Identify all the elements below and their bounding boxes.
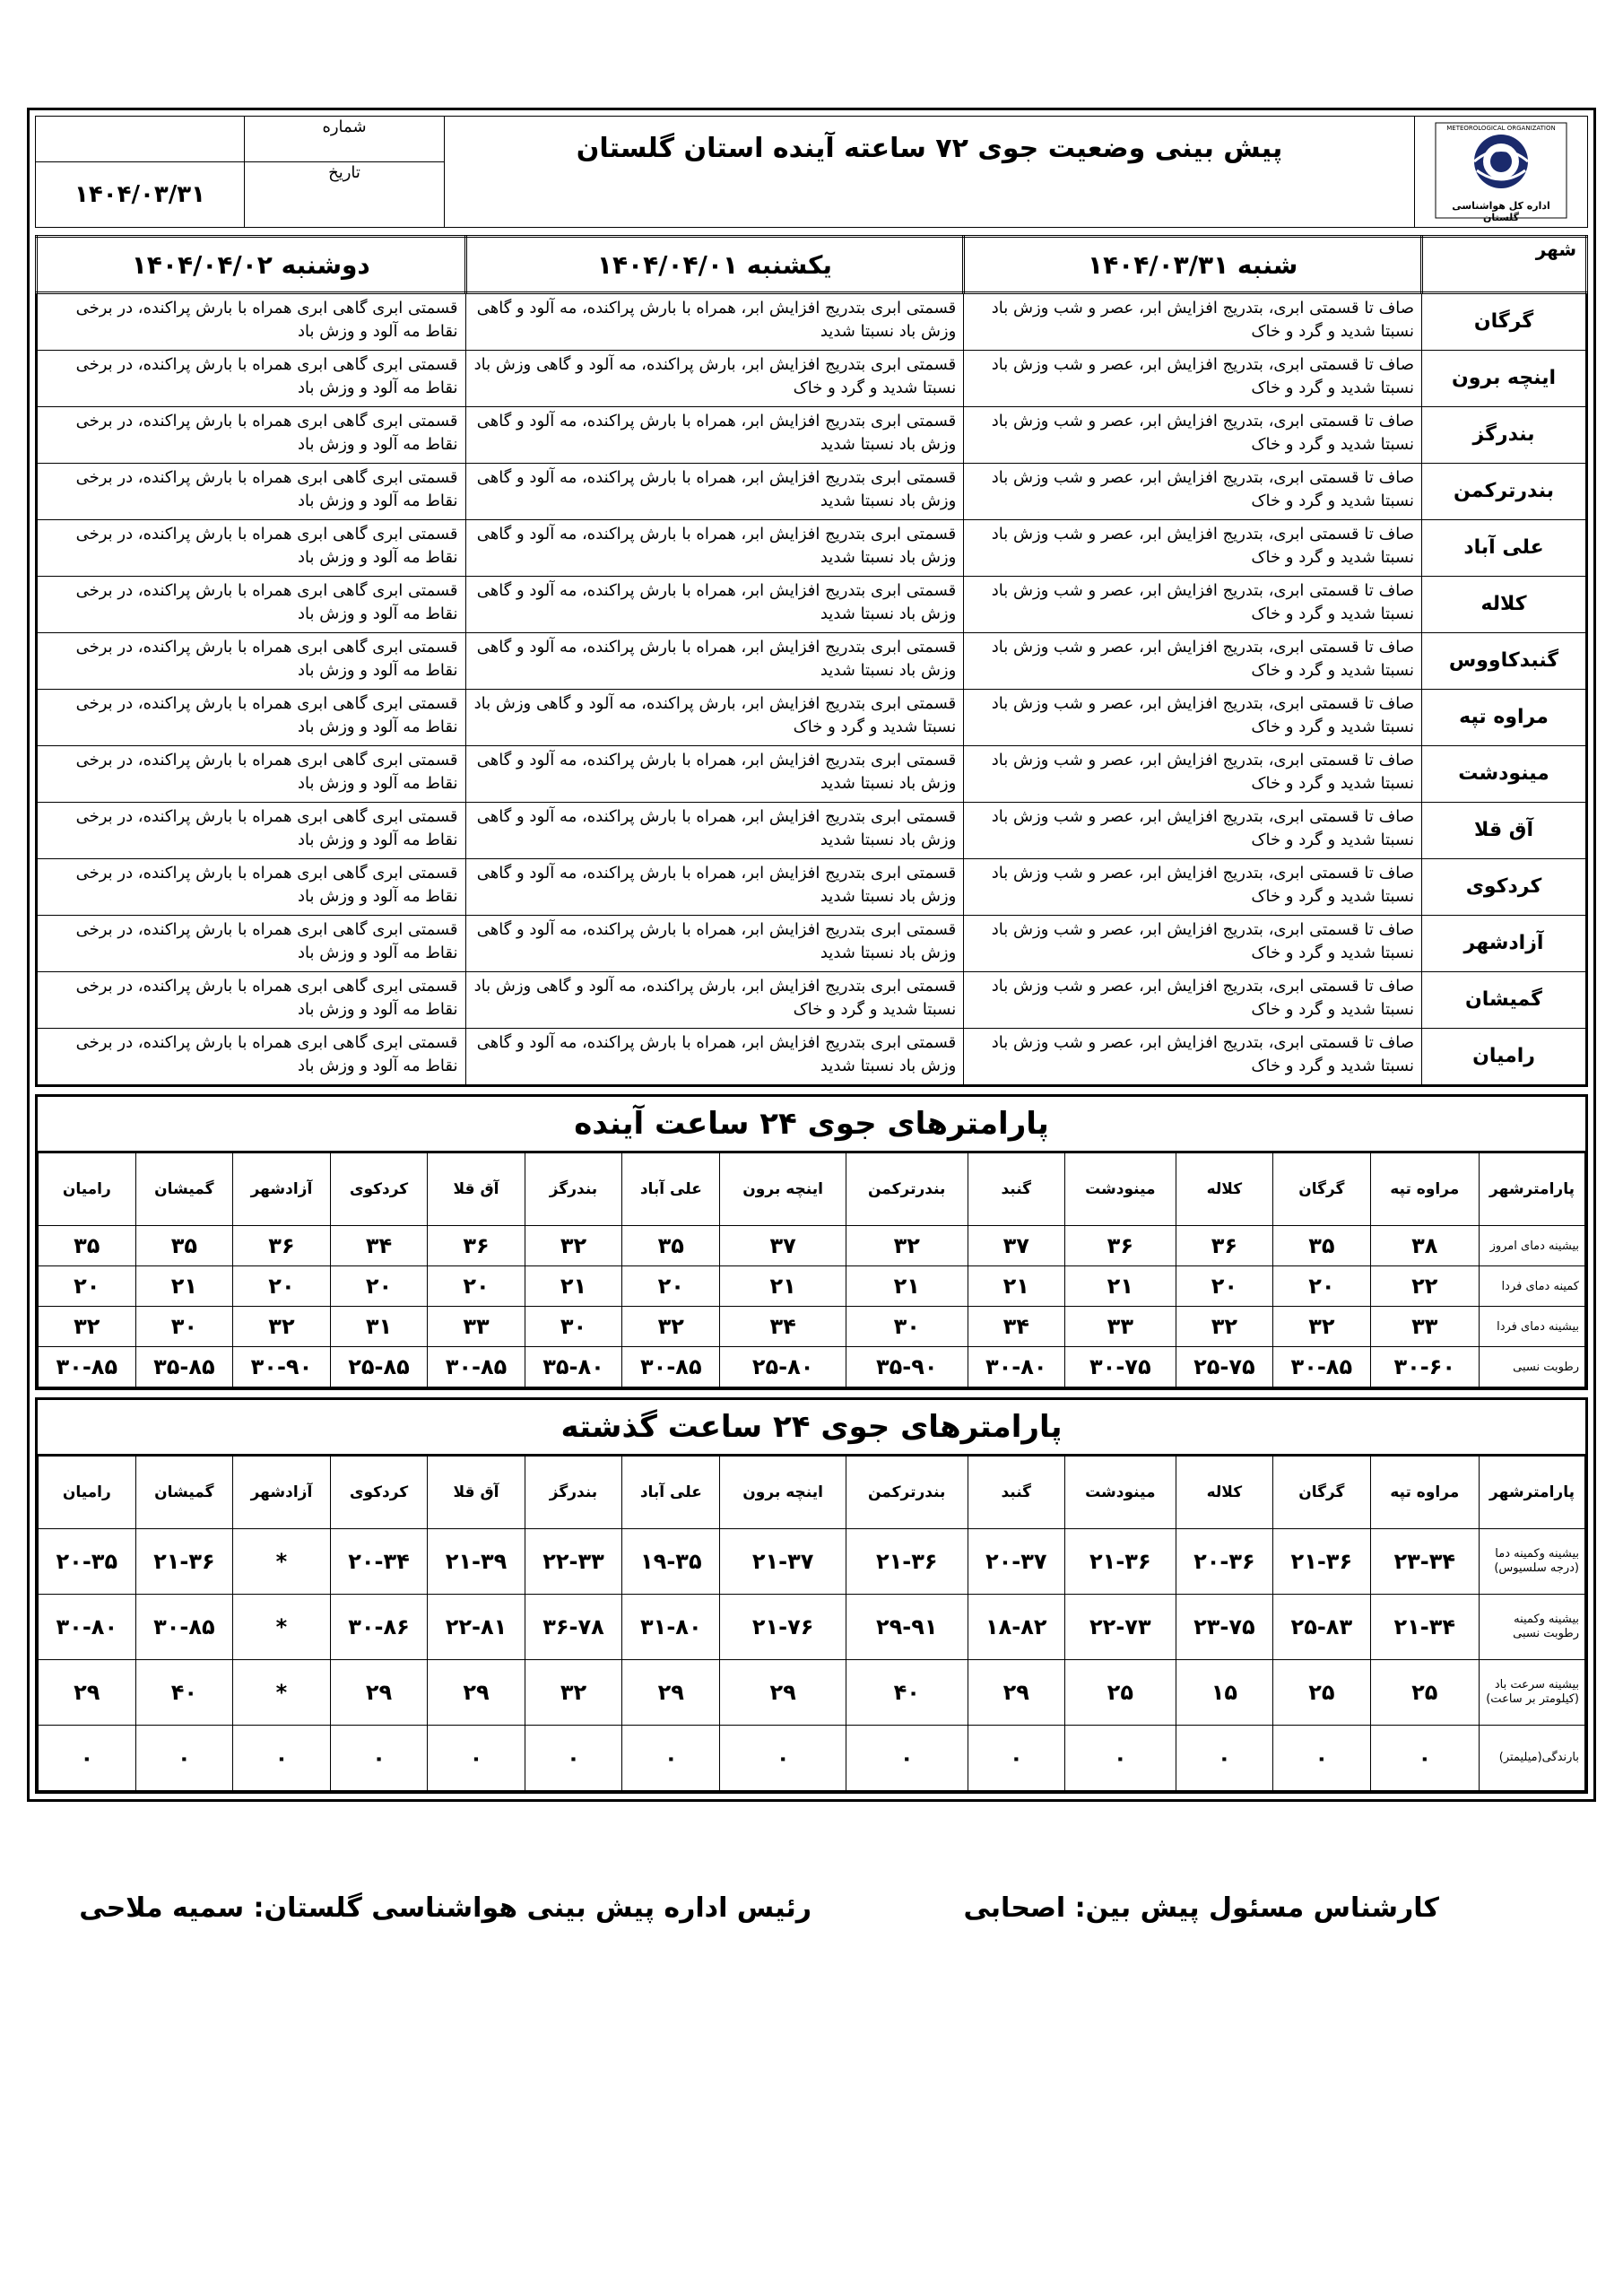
forecast-rows <box>37 293 1587 1086</box>
param-value: ۳۷ <box>720 1226 846 1266</box>
param-value: ۲۱ <box>846 1266 968 1307</box>
param-value: ۳۴ <box>330 1226 427 1266</box>
forecast-row <box>37 690 1587 746</box>
city-column-header: مراوه تپه <box>1370 1153 1479 1226</box>
city-name: کردکوی <box>1422 859 1587 916</box>
forecast-row <box>37 916 1587 972</box>
next24-section <box>35 1094 1588 1390</box>
param-value: ۳۶-۷۸ <box>525 1595 621 1660</box>
param-value: ۳۵ <box>622 1226 720 1266</box>
city-column-header: گنبد <box>968 1153 1064 1226</box>
city-column-header: کلاله <box>1176 1153 1272 1226</box>
logo-subtitle: METEOROLOGICAL ORGANIZATION <box>1446 124 1556 132</box>
param-value: ۲۱-۷۶ <box>720 1595 846 1660</box>
forecast-text-d1: صاف تا قسمتی ابری، بتدریج افزایش ابر، عصر و شب وزش باد نسبتا شدید و گرد و خاک <box>964 633 1422 690</box>
param-value: ۰ <box>720 1726 846 1791</box>
param-value: ۳۰-۸۵ <box>1273 1347 1370 1387</box>
city-name: بندرگز <box>1422 407 1587 464</box>
forecast-text-d3: قسمتی ابری گاهی ابری همراه با بارش پراکنده، در برخی نقاط مه آلود و وزش باد <box>37 407 466 464</box>
office-head: رئیس اداره پیش بینی هواشناسی گلستان: سمیه ملاحی <box>79 1892 812 1924</box>
param-value: ۲۵-۸۰ <box>720 1347 846 1387</box>
city-name: اینچه برون <box>1422 351 1587 407</box>
param-value: ۳۰ <box>135 1307 232 1347</box>
forecast-text-d1: صاف تا قسمتی ابری، بتدریج افزایش ابر، عصر و شب وزش باد نسبتا شدید و گرد و خاک <box>964 293 1422 351</box>
param-value: ۲۱ <box>135 1266 232 1307</box>
param-value: ۳۷ <box>968 1226 1064 1266</box>
city-column-header: گرگان <box>1273 1153 1370 1226</box>
param-value: ۱۹-۳۵ <box>622 1529 720 1595</box>
param-value: ۳۲ <box>233 1307 331 1347</box>
forecast-row <box>37 633 1587 690</box>
param-value: ۰ <box>330 1726 427 1791</box>
past24-section <box>35 1397 1588 1794</box>
param-value: ۳۱ <box>330 1307 427 1347</box>
param-value: ۲۹ <box>720 1660 846 1726</box>
param-value: ۰ <box>135 1726 232 1791</box>
param-value: ۰ <box>428 1726 525 1791</box>
param-value: ۱۸-۸۲ <box>968 1595 1064 1660</box>
past24-table <box>38 1456 1585 1791</box>
param-value: ۰ <box>1273 1726 1370 1791</box>
param-row <box>39 1660 1585 1726</box>
forecast-text-d3: قسمتی ابری گاهی ابری همراه با بارش پراکنده، در برخی نقاط مه آلود و وزش باد <box>37 1029 466 1086</box>
param-value: ۳۵ <box>135 1226 232 1266</box>
city-column-header: بندرترکمن <box>846 1153 968 1226</box>
forecast-text-d1: صاف تا قسمتی ابری، بتدریج افزایش ابر، عصر و شب وزش باد نسبتا شدید و گرد و خاک <box>964 520 1422 577</box>
param-value: ۳۰-۸۵ <box>428 1347 525 1387</box>
forecast-text-d1: صاف تا قسمتی ابری، بتدریج افزایش ابر، عصر و شب وزش باد نسبتا شدید و گرد و خاک <box>964 746 1422 803</box>
forecast-row <box>37 520 1587 577</box>
forecast-text-d3: قسمتی ابری گاهی ابری همراه با بارش پراکنده، در برخی نقاط مه آلود و وزش باد <box>37 633 466 690</box>
city-column-header: گنبد <box>968 1457 1064 1529</box>
param-value: ۲۱-۳۶ <box>135 1529 232 1595</box>
meteorology-logo-icon <box>1434 121 1568 223</box>
param-value: ۳۱-۸۰ <box>622 1595 720 1660</box>
next24-title: پارامترهای جوی ۲۴ ساعت آینده <box>38 1097 1585 1152</box>
forecast-text-d2: قسمتی ابری بتدریج افزایش ابر، همراه با بارش پراکنده، مه آلود و گاهی وزش باد نسبتا شدید <box>465 464 964 520</box>
forecast-text-d3: قسمتی ابری گاهی ابری همراه با بارش پراکنده، در برخی نقاط مه آلود و وزش باد <box>37 972 466 1029</box>
forecast-text-d1: صاف تا قسمتی ابری، بتدریج افزایش ابر، عصر و شب وزش باد نسبتا شدید و گرد و خاک <box>964 577 1422 633</box>
param-row <box>39 1529 1585 1595</box>
forecast-text-d1: صاف تا قسمتی ابری، بتدریج افزایش ابر، عصر و شب وزش باد نسبتا شدید و گرد و خاک <box>964 690 1422 746</box>
forecast-text-d3: قسمتی ابری گاهی ابری همراه با بارش پراکنده، در برخی نقاط مه آلود و وزش باد <box>37 520 466 577</box>
city-name: مینودشت <box>1422 746 1587 803</box>
param-label: بیشینه وکمینه دما (درجه سلسیوس) <box>1480 1529 1585 1595</box>
param-label: بیشینه دمای امروز <box>1480 1226 1585 1266</box>
city-column-header: گمیشان <box>135 1153 232 1226</box>
city-name: رامیان <box>1422 1029 1587 1086</box>
forecast-text-d2: قسمتی ابری بتدریج افزایش ابر، همراه با بارش پراکنده، مه آلود و گاهی وزش باد نسبتا شدید <box>465 293 964 351</box>
forecast-text-d2: قسمتی ابری بتدریج افزایش ابر، همراه با بارش پراکنده، مه آلود و گاهی وزش باد نسبتا شدید <box>465 803 964 859</box>
param-value: ۳۲ <box>1273 1307 1370 1347</box>
param-value: ۳۳ <box>428 1307 525 1347</box>
param-value: ۳۳ <box>1370 1307 1479 1347</box>
param-value: ۲۰-۳۶ <box>1176 1529 1272 1595</box>
param-value: ۲۰ <box>233 1266 331 1307</box>
param-value: ۲۹ <box>622 1660 720 1726</box>
param-value: ۲۱-۳۶ <box>1065 1529 1176 1595</box>
city-column-header: بندرگز <box>525 1153 621 1226</box>
forecast-text-d2: قسمتی ابری بتدریج افزایش ابر، بارش پراکنده، مه آلود و گاهی وزش باد نسبتا شدید و گرد و خاک <box>465 351 964 407</box>
param-value: ۲۳-۷۵ <box>1176 1595 1272 1660</box>
param-value: ۲۲-۷۳ <box>1065 1595 1176 1660</box>
param-value: ۲۰ <box>428 1266 525 1307</box>
city-header: شهر <box>1422 237 1587 293</box>
param-value: ۲۰ <box>1176 1266 1272 1307</box>
param-value: ۳۴ <box>720 1307 846 1347</box>
param-value: ۲۱ <box>525 1266 621 1307</box>
param-value: ۳۰-۸۵ <box>39 1347 136 1387</box>
forecast-text-d1: صاف تا قسمتی ابری، بتدریج افزایش ابر، عصر و شب وزش باد نسبتا شدید و گرد و خاک <box>964 351 1422 407</box>
param-value: ۰ <box>622 1726 720 1791</box>
param-value: ۰ <box>1370 1726 1479 1791</box>
param-value: ۲۱ <box>968 1266 1064 1307</box>
forecast-row <box>37 1029 1587 1086</box>
city-name: مراوه تپه <box>1422 690 1587 746</box>
day-header-3: دوشنبه ۱۴۰۴/۰۴/۰۲ <box>37 237 466 293</box>
param-value: ۰ <box>968 1726 1064 1791</box>
city-column-header: اینچه برون <box>720 1457 846 1529</box>
date-label: تاریخ <box>245 162 445 228</box>
city-name: بندرترکمن <box>1422 464 1587 520</box>
city-column-header: مراوه تپه <box>1370 1457 1479 1529</box>
param-header-row <box>39 1457 1585 1529</box>
city-name: گرگان <box>1422 293 1587 351</box>
city-column-header: مینودشت <box>1065 1457 1176 1529</box>
city-column-header: بندرگز <box>525 1457 621 1529</box>
forecast-text-d3: قسمتی ابری گاهی ابری همراه با بارش پراکنده، در برخی نقاط مه آلود و وزش باد <box>37 577 466 633</box>
param-row <box>39 1307 1585 1347</box>
param-value: ۱۵ <box>1176 1660 1272 1726</box>
param-row <box>39 1726 1585 1791</box>
forecast-text-d3: قسمتی ابری گاهی ابری همراه با بارش پراکنده، در برخی نقاط مه آلود و وزش باد <box>37 916 466 972</box>
forecast-text-d2: قسمتی ابری بتدریج افزایش ابر، همراه با بارش پراکنده، مه آلود و گاهی وزش باد نسبتا شدید <box>465 746 964 803</box>
forecast-text-d2: قسمتی ابری بتدریج افزایش ابر، همراه با بارش پراکنده، مه آلود و گاهی وزش باد نسبتا شدید <box>465 859 964 916</box>
param-value: ۳۰-۸۰ <box>968 1347 1064 1387</box>
param-label: بارندگی(میلیمتر) <box>1480 1726 1585 1791</box>
date-value: ۱۴۰۴/۰۳/۳۱ <box>36 162 245 228</box>
day-header-2: یکشنبه ۱۴۰۴/۰۴/۰۱ <box>465 237 964 293</box>
param-value: ۳۴ <box>968 1307 1064 1347</box>
city-name: کلاله <box>1422 577 1587 633</box>
param-value: ۳۵ <box>1273 1226 1370 1266</box>
param-row <box>39 1226 1585 1266</box>
param-value: * <box>233 1595 331 1660</box>
param-value: ۳۲ <box>39 1307 136 1347</box>
past24-title: پارامترهای جوی ۲۴ ساعت گذشته <box>38 1400 1585 1456</box>
param-value: ۲۰ <box>39 1266 136 1307</box>
document <box>27 108 1596 1924</box>
param-value: ۲۱-۳۴ <box>1370 1595 1479 1660</box>
logo <box>1415 117 1588 228</box>
param-value: ۲۱-۳۶ <box>846 1529 968 1595</box>
param-value: ۳۰-۸۵ <box>622 1347 720 1387</box>
corner-header: پارامترشهر <box>1480 1457 1585 1529</box>
forecast-text-d1: صاف تا قسمتی ابری، بتدریج افزایش ابر، عصر و شب وزش باد نسبتا شدید و گرد و خاک <box>964 972 1422 1029</box>
param-value: ۳۲ <box>525 1226 621 1266</box>
param-value: ۲۲ <box>1370 1266 1479 1307</box>
city-column-header: آزادشهر <box>233 1153 331 1226</box>
forecast-text-d1: صاف تا قسمتی ابری، بتدریج افزایش ابر، عصر و شب وزش باد نسبتا شدید و گرد و خاک <box>964 1029 1422 1086</box>
param-value: ۳۲ <box>525 1660 621 1726</box>
forecast-text-d2: قسمتی ابری بتدریج افزایش ابر، همراه با بارش پراکنده، مه آلود و گاهی وزش باد نسبتا شدید <box>465 1029 964 1086</box>
param-value: ۰ <box>1065 1726 1176 1791</box>
forecast-text-d2: قسمتی ابری بتدریج افزایش ابر، همراه با بارش پراکنده، مه آلود و گاهی وزش باد نسبتا شدید <box>465 633 964 690</box>
param-value: ۳۸ <box>1370 1226 1479 1266</box>
forecast-text-d2: قسمتی ابری بتدریج افزایش ابر، همراه با بارش پراکنده، مه آلود و گاهی وزش باد نسبتا شدید <box>465 916 964 972</box>
param-label: رطوبت نسبی <box>1480 1347 1585 1387</box>
param-value: ۲۵-۸۵ <box>330 1347 427 1387</box>
param-value: ۳۰-۶۰ <box>1370 1347 1479 1387</box>
forecast-text-d3: قسمتی ابری گاهی ابری همراه با بارش پراکنده، در برخی نقاط مه آلود و وزش باد <box>37 351 466 407</box>
forecast-text-d2: قسمتی ابری بتدریج افزایش ابر، بارش پراکنده، مه آلود و گاهی وزش باد نسبتا شدید و گرد و خاک <box>465 690 964 746</box>
param-value: ۳۳ <box>1065 1307 1176 1347</box>
param-label: کمینه دمای فردا <box>1480 1266 1585 1307</box>
param-value: ۲۱-۳۹ <box>428 1529 525 1595</box>
param-value: ۲۰-۳۴ <box>330 1529 427 1595</box>
city-column-header: گرگان <box>1273 1457 1370 1529</box>
param-value: ۲۵-۷۵ <box>1176 1347 1272 1387</box>
param-value: ۳۶ <box>233 1226 331 1266</box>
param-value: ۲۹ <box>330 1660 427 1726</box>
corner-header: پارامترشهر <box>1480 1153 1585 1226</box>
forecast-text-d1: صاف تا قسمتی ابری، بتدریج افزایش ابر، عصر و شب وزش باد نسبتا شدید و گرد و خاک <box>964 916 1422 972</box>
forecast-text-d2: قسمتی ابری بتدریج افزایش ابر، همراه با بارش پراکنده، مه آلود و گاهی وزش باد نسبتا شدید <box>465 407 964 464</box>
city-name: علی آباد <box>1422 520 1587 577</box>
forecast-text-d1: صاف تا قسمتی ابری، بتدریج افزایش ابر، عصر و شب وزش باد نسبتا شدید و گرد و خاک <box>964 407 1422 464</box>
logo-text: اداره کل هواشناسی گلستان <box>1452 199 1550 223</box>
city-column-header: مینودشت <box>1065 1153 1176 1226</box>
param-value: ۳۲ <box>846 1226 968 1266</box>
city-name: گنبدکاووس <box>1422 633 1587 690</box>
param-value: ۰ <box>39 1726 136 1791</box>
city-name: آق قلا <box>1422 803 1587 859</box>
city-column-header: کردکوی <box>330 1457 427 1529</box>
param-value: ۲۲-۸۱ <box>428 1595 525 1660</box>
param-value: ۲۵ <box>1273 1660 1370 1726</box>
city-column-header: بندرترکمن <box>846 1457 968 1529</box>
forecast-table <box>35 235 1588 1087</box>
param-value: ۳۵-۸۵ <box>135 1347 232 1387</box>
param-value: ۰ <box>846 1726 968 1791</box>
city-name: گمیشان <box>1422 972 1587 1029</box>
param-label: بیشینه وکمینه رطوبت نسبی <box>1480 1595 1585 1660</box>
forecast-text-d1: صاف تا قسمتی ابری، بتدریج افزایش ابر، عصر و شب وزش باد نسبتا شدید و گرد و خاک <box>964 464 1422 520</box>
param-value: ۲۳-۳۴ <box>1370 1529 1479 1595</box>
forecast-text-d1: صاف تا قسمتی ابری، بتدریج افزایش ابر، عصر و شب وزش باد نسبتا شدید و گرد و خاک <box>964 803 1422 859</box>
forecast-text-d3: قسمتی ابری گاهی ابری همراه با بارش پراکنده، در برخی نقاط مه آلود و وزش باد <box>37 746 466 803</box>
forecast-text-d3: قسمتی ابری گاهی ابری همراه با بارش پراکنده، در برخی نقاط مه آلود و وزش باد <box>37 293 466 351</box>
param-value: ۳۶ <box>1176 1226 1272 1266</box>
param-value: ۳۵-۹۰ <box>846 1347 968 1387</box>
param-label: بیشینه دمای فردا <box>1480 1307 1585 1347</box>
param-value: ۳۲ <box>1176 1307 1272 1347</box>
forecast-text-d3: قسمتی ابری گاهی ابری همراه با بارش پراکنده، در برخی نقاط مه آلود و وزش باد <box>37 690 466 746</box>
forecast-text-d2: قسمتی ابری بتدریج افزایش ابر، بارش پراکنده، مه آلود و گاهی وزش باد نسبتا شدید و گرد و خاک <box>465 972 964 1029</box>
param-value: ۲۲-۳۳ <box>525 1529 621 1595</box>
param-value: ۳۰-۸۰ <box>39 1595 136 1660</box>
param-value: ۳۰ <box>846 1307 968 1347</box>
param-row <box>39 1347 1585 1387</box>
forecast-row <box>37 464 1587 520</box>
param-value: ۲۱ <box>1065 1266 1176 1307</box>
forecast-row <box>37 407 1587 464</box>
city-column-header: رامیان <box>39 1457 136 1529</box>
param-label: بیشینه سرعت باد (کیلومتر بر ساعت) <box>1480 1660 1585 1726</box>
param-value: ۲۵-۸۳ <box>1273 1595 1370 1660</box>
param-value: * <box>233 1660 331 1726</box>
param-row <box>39 1595 1585 1660</box>
day-header-1: شنبه ۱۴۰۴/۰۳/۳۱ <box>964 237 1422 293</box>
param-value: ۳۰-۹۰ <box>233 1347 331 1387</box>
param-value: ۳۶ <box>428 1226 525 1266</box>
param-value: ۲۰ <box>330 1266 427 1307</box>
document-frame <box>27 108 1596 1802</box>
city-column-header: آق قلا <box>428 1457 525 1529</box>
city-column-header: کلاله <box>1176 1457 1272 1529</box>
forecast-text-d2: قسمتی ابری بتدریج افزایش ابر، همراه با بارش پراکنده، مه آلود و گاهی وزش باد نسبتا شدید <box>465 520 964 577</box>
param-value: ۲۰-۳۵ <box>39 1529 136 1595</box>
param-value: ۰ <box>233 1726 331 1791</box>
city-column-header: اینچه برون <box>720 1153 846 1226</box>
param-value: ۳۰-۸۵ <box>135 1595 232 1660</box>
param-value: ۳۰-۸۶ <box>330 1595 427 1660</box>
forecast-text-d3: قسمتی ابری گاهی ابری همراه با بارش پراکنده، در برخی نقاط مه آلود و وزش باد <box>37 803 466 859</box>
param-value: ۳۲ <box>622 1307 720 1347</box>
page-title: پیش بینی وضعیت جوی ۷۲ ساعته آینده استان گلستان <box>445 117 1415 228</box>
param-value: ۳۰ <box>525 1307 621 1347</box>
param-value: ۲۹-۹۱ <box>846 1595 968 1660</box>
header-table <box>35 116 1588 228</box>
city-column-header: آق قلا <box>428 1153 525 1226</box>
city-column-header: کردکوی <box>330 1153 427 1226</box>
param-value: ۴۰ <box>846 1660 968 1726</box>
next24-table <box>38 1152 1585 1387</box>
param-value: ۰ <box>1176 1726 1272 1791</box>
city-column-header: رامیان <box>39 1153 136 1226</box>
param-value: ۲۱ <box>720 1266 846 1307</box>
param-value: ۰ <box>525 1726 621 1791</box>
forecast-expert: کارشناس مسئول پیش بین: اصحابی <box>963 1892 1439 1924</box>
number-value <box>36 117 245 162</box>
param-value: ۳۵-۸۰ <box>525 1347 621 1387</box>
param-value: ۲۵ <box>1370 1660 1479 1726</box>
forecast-row <box>37 577 1587 633</box>
param-value: ۴۰ <box>135 1660 232 1726</box>
param-header-row <box>39 1153 1585 1226</box>
param-value: ۳۰-۷۵ <box>1065 1347 1176 1387</box>
forecast-row <box>37 803 1587 859</box>
city-column-header: آزادشهر <box>233 1457 331 1529</box>
number-label: شماره <box>245 117 445 162</box>
forecast-text-d3: قسمتی ابری گاهی ابری همراه با بارش پراکنده، در برخی نقاط مه آلود و وزش باد <box>37 464 466 520</box>
forecast-text-d2: قسمتی ابری بتدریج افزایش ابر، همراه با بارش پراکنده، مه آلود و گاهی وزش باد نسبتا شدید <box>465 577 964 633</box>
param-value: ۲۹ <box>428 1660 525 1726</box>
forecast-row <box>37 972 1587 1029</box>
param-value: ۲۹ <box>39 1660 136 1726</box>
param-value: ۲۰ <box>622 1266 720 1307</box>
city-column-header: گمیشان <box>135 1457 232 1529</box>
param-value: ۲۱-۳۷ <box>720 1529 846 1595</box>
param-value: ۲۱-۳۶ <box>1273 1529 1370 1595</box>
param-value: * <box>233 1529 331 1595</box>
forecast-text-d1: صاف تا قسمتی ابری، بتدریج افزایش ابر، عصر و شب وزش باد نسبتا شدید و گرد و خاک <box>964 859 1422 916</box>
city-column-header: علی آباد <box>622 1457 720 1529</box>
forecast-row <box>37 746 1587 803</box>
param-value: ۲۵ <box>1065 1660 1176 1726</box>
param-value: ۳۶ <box>1065 1226 1176 1266</box>
city-column-header: علی آباد <box>622 1153 720 1226</box>
forecast-row <box>37 293 1587 351</box>
param-value: ۲۹ <box>968 1660 1064 1726</box>
param-value: ۲۰ <box>1273 1266 1370 1307</box>
forecast-text-d3: قسمتی ابری گاهی ابری همراه با بارش پراکنده، در برخی نقاط مه آلود و وزش باد <box>37 859 466 916</box>
param-row <box>39 1266 1585 1307</box>
param-value: ۳۵ <box>39 1226 136 1266</box>
city-name: آزادشهر <box>1422 916 1587 972</box>
param-value: ۲۰-۳۷ <box>968 1529 1064 1595</box>
forecast-row <box>37 351 1587 407</box>
forecast-row <box>37 859 1587 916</box>
